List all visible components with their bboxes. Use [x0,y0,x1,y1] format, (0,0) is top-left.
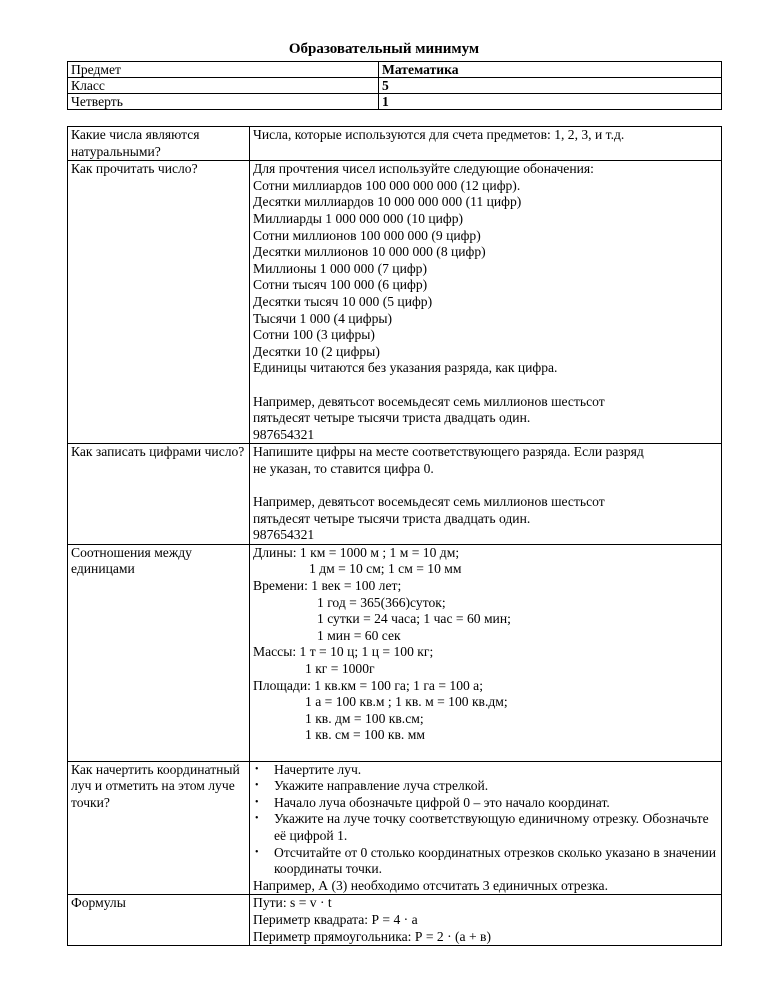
example-line: пятьдесят четыре тысячи триста двадцать один. [253,510,531,526]
length-line: Длины: 1 км = 1000 м ; 1 м = 10 дм; [253,544,460,560]
answer-cell [250,161,722,444]
example-number: 987654321 [253,527,315,543]
mass-line: 1 кг = 1000г [305,661,375,676]
answer-line: Десятки тысяч 10 000 (5 цифр) [253,293,433,309]
formula-line: Периметр квадрата: Р = 4 · а [253,911,418,927]
answer-line: Миллиарды 1 000 000 000 (10 цифр) [253,210,464,226]
row-formulas [68,895,722,946]
list-item [253,762,721,779]
answer-line: Напишите цифры на месте соответствующего разряда. Если разряд [253,444,644,460]
time-line: 1 мин = 60 сек [317,627,401,643]
page-title: Образовательный минимум [288,41,480,57]
row-natural-numbers [68,127,722,161]
info-value: Математика [379,62,722,78]
area-line: Площади: 1 кв.км = 100 га; 1 га = 100 а; [253,677,483,693]
answer-cell [250,895,722,946]
list-item [253,845,721,878]
example-line: Например, девятьсот восемьдесят семь миллионов шестьсот [253,494,605,510]
answer-cell [250,544,722,761]
content-table [67,126,722,946]
step-text: Укажите на луче точку соответствующую единичному отрезку. Обозначьте её цифрой 1. [274,811,709,843]
answer-cell [250,761,722,895]
step-text: Отсчитайте от 0 столько координатных отрезков сколько указано в значении координаты точки. [274,844,717,877]
answer-line: не указан, то ставится цифра 0. [253,460,434,476]
time-line: Времени: 1 век = 100 лет; [253,578,402,594]
answer-line: Десятки 10 (2 цифры) [253,343,380,359]
formula-line: Пути: s = v · t [253,895,332,911]
answer-line: Сотни тысяч 100 000 (6 цифр) [253,277,428,293]
example-number: 987654321 [253,426,315,442]
question-cell: Какие числа являются натуральными? [68,127,250,161]
answer-line: Десятки миллиардов 10 000 000 000 (11 цифр) [253,194,522,210]
mass-line: Массы: 1 т = 10 ц; 1 ц = 100 кг; [253,644,434,660]
answer-cell [250,127,722,161]
answer-line: Десятки миллионов 10 000 000 (8 цифр) [253,244,486,260]
answer-line: Для прочтения чисел используйте следующие обоначения: [253,161,594,177]
row-write-number [68,444,722,545]
info-row-quarter [68,94,722,110]
bullet-icon: • [255,796,259,808]
row-unit-relations [68,544,722,761]
info-value: 5 [379,78,722,94]
step-text: Начало луча обозначьте цифрой 0 – это начало координат. [274,794,610,810]
answer-line: Тысячи 1 000 (4 цифры) [253,310,393,326]
list-item [253,811,721,844]
info-table [67,61,722,110]
question-cell: Как записать цифрами число? [68,444,250,545]
steps-list [253,762,721,878]
area-line: 1 кв. см = 100 кв. мм [305,727,425,743]
list-item [253,795,721,812]
info-label: Четверть [68,94,379,110]
time-line: 1 сутки = 24 часа; 1 час = 60 мин; [317,611,511,627]
question-cell: Как прочитать число? [68,161,250,444]
question-cell: Соотношения между единицами [68,544,250,761]
area-line: 1 кв. дм = 100 кв.см; [305,710,424,726]
answer-line: Сотни 100 (3 цифры) [253,327,375,343]
bullet-icon: • [255,780,259,792]
answer-cell [250,444,722,545]
answer-line: Единицы читаются без указания разряда, как цифра. [253,360,558,376]
list-item [253,778,721,795]
bullet-icon: • [255,763,259,775]
formula-line: Периметр прямоугольника: Р = 2 · (а + в) [253,928,491,944]
info-label: Предмет [68,62,379,78]
answer-line: Миллионы 1 000 000 (7 цифр) [253,260,427,276]
answer-line: Сотни миллиардов 100 000 000 000 (12 цифр). [253,177,521,193]
info-row-subject [68,62,722,78]
answer-line: Числа, которые используются для счета предметов: 1, 2, 3, и т.д. [253,127,625,142]
step-text: Укажите направление луча стрелкой. [274,778,489,794]
answer-line: Сотни миллионов 100 000 000 (9 цифр) [253,227,481,243]
bullet-icon: • [255,846,259,858]
info-label: Класс [68,78,379,94]
length-line: 1 дм = 10 см; 1 см = 10 мм [309,561,462,577]
info-value: 1 [379,94,722,110]
step-text: Начертите луч. [274,761,362,777]
question-cell: Как начертить координатный луч и отметить на этом луче точки? [68,761,250,895]
info-row-grade [68,78,722,94]
time-line: 1 год = 365(366)суток; [317,594,446,610]
question-cell: Формулы [68,895,250,946]
row-read-number [68,161,722,444]
example-line: Например, девятьсот восемьдесят семь миллионов шестьсот [253,393,605,409]
bullet-icon: • [255,813,259,825]
example-line: Например, А (3) необходимо отсчитать 3 единичных отрезка. [253,877,608,893]
area-line: 1 а = 100 кв.м ; 1 кв. м = 100 кв.дм; [305,694,508,710]
example-line: пятьдесят четыре тысячи триста двадцать один. [253,410,531,426]
row-coordinate-ray [68,761,722,895]
